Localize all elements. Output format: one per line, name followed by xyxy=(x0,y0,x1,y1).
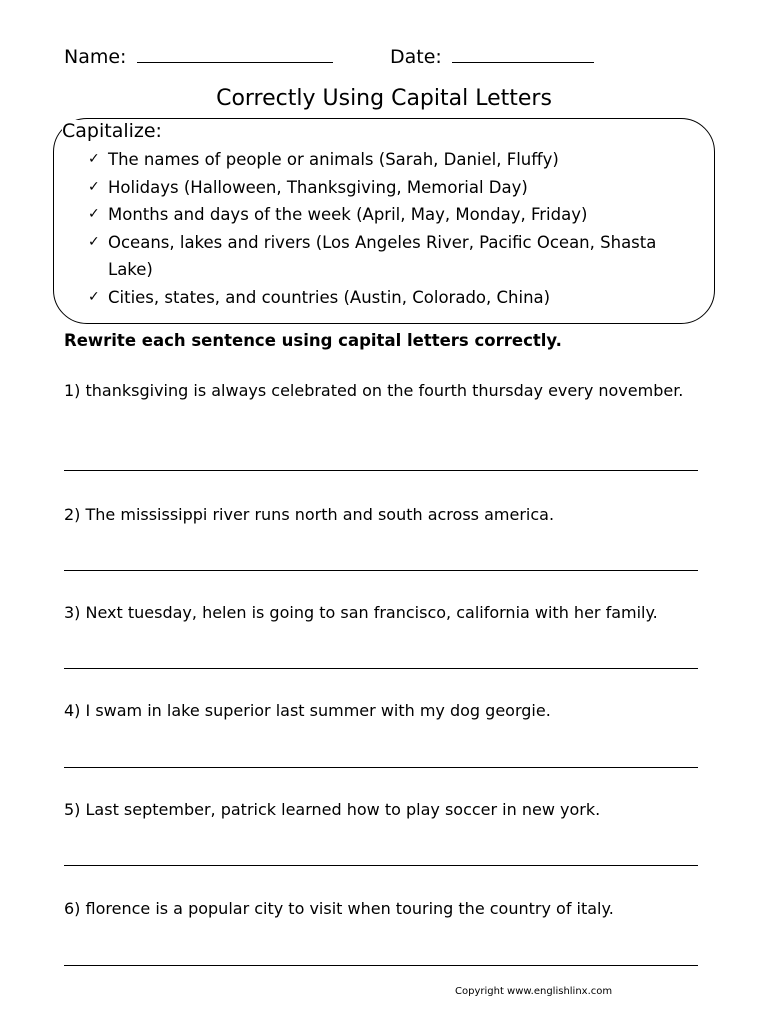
question-2: 2) The mississippi river runs north and south across america. xyxy=(64,505,555,524)
rule-text: Holidays (Halloween, Thanksgiving, Memorial Day) xyxy=(108,177,528,197)
rule-item xyxy=(88,174,688,202)
question-6: 6) florence is a popular city to visit when touring the country of italy. xyxy=(64,899,614,918)
answer-line-4[interactable] xyxy=(64,767,698,768)
date-blank[interactable] xyxy=(452,46,594,63)
rule-text: Oceans, lakes and rivers (Los Angeles River, Pacific Ocean, Shasta Lake) xyxy=(108,232,657,279)
checkmark-icon: ✓ xyxy=(88,233,100,250)
rule-text: Cities, states, and countries (Austin, Colorado, China) xyxy=(108,287,551,307)
name-field-row xyxy=(64,46,333,68)
checkmark-icon: ✓ xyxy=(88,288,100,305)
capitalize-rules-list xyxy=(88,146,688,311)
date-field-row xyxy=(390,46,594,68)
name-label: Name: xyxy=(64,46,127,68)
answer-line-5[interactable] xyxy=(64,865,698,866)
copyright-text: Copyright www.englishlinx.com xyxy=(455,986,613,997)
date-label: Date: xyxy=(390,46,442,68)
rule-item xyxy=(88,201,688,229)
instruction-text: Rewrite each sentence using capital letters correctly. xyxy=(64,331,562,350)
answer-line-2[interactable] xyxy=(64,570,698,571)
answer-line-6[interactable] xyxy=(64,965,698,966)
page-title: Correctly Using Capital Letters xyxy=(216,86,552,111)
name-blank[interactable] xyxy=(137,46,333,63)
rule-item xyxy=(88,229,688,284)
answer-line-3[interactable] xyxy=(64,668,698,669)
question-1: 1) thanksgiving is always celebrated on the fourth thursday every november. xyxy=(64,381,684,400)
question-5: 5) Last september, patrick learned how to play soccer in new york. xyxy=(64,800,601,819)
question-3: 3) Next tuesday, helen is going to san francisco, california with her family. xyxy=(64,603,658,622)
checkmark-icon: ✓ xyxy=(88,178,100,195)
rule-item xyxy=(88,284,688,312)
rule-item xyxy=(88,146,688,174)
question-4: 4) I swam in lake superior last summer with my dog georgie. xyxy=(64,701,551,720)
rule-text: The names of people or animals (Sarah, Daniel, Fluffy) xyxy=(108,150,559,169)
answer-line-1[interactable] xyxy=(64,470,698,471)
capitalize-label: Capitalize: xyxy=(62,120,162,142)
checkmark-icon: ✓ xyxy=(88,151,100,167)
checkmark-icon: ✓ xyxy=(88,206,100,222)
rule-text: Months and days of the week (April, May, Monday, Friday) xyxy=(108,205,588,224)
